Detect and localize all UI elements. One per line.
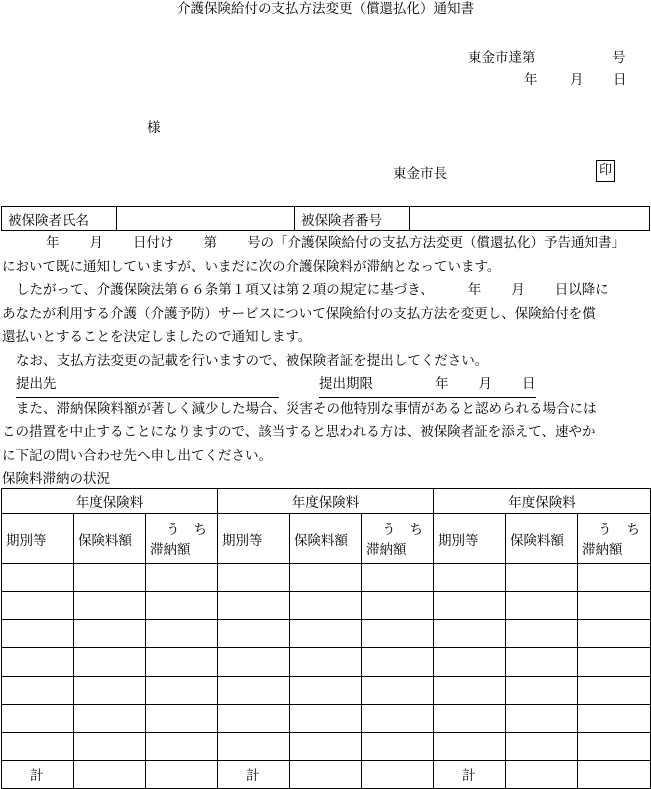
paragraph-4-line-1: また、滞納保険料額が著しく減少した場合、災害その他特別な事情があると認められる場合には [16, 400, 597, 417]
paragraph-2-line-3: 還払いとすることを決定しましたので通知します。 [2, 329, 312, 345]
table-cell[interactable] [290, 620, 362, 648]
fiscal-year-header-3: 年度保険料 [434, 489, 651, 514]
ref-go-text: 号の「介護保険給付の支払方法変更（償還払化）予告通知書」 [247, 235, 625, 251]
table-cell[interactable] [74, 648, 146, 676]
table-cell[interactable] [2, 648, 74, 676]
table-row [2, 592, 651, 620]
total-cell[interactable] [290, 760, 362, 788]
table-cell[interactable] [506, 732, 578, 760]
table-cell[interactable] [218, 564, 290, 592]
table-row [2, 620, 651, 648]
insured-name-field[interactable] [117, 207, 295, 231]
p2-day: 日以降に [554, 282, 609, 298]
table-cell[interactable] [2, 564, 74, 592]
table-cell[interactable] [218, 592, 290, 620]
submission-line [2, 373, 648, 398]
total-cell[interactable] [362, 760, 434, 788]
table-cell[interactable] [146, 564, 218, 592]
table-cell[interactable] [74, 732, 146, 760]
ref-no: 第 [203, 235, 217, 251]
total-label: 計 [218, 760, 290, 788]
period-header: 期別等 [2, 514, 74, 564]
column-header-row [2, 514, 651, 564]
document-title: 介護保険給付の支払方法変更（償還払化）通知書 [177, 1, 474, 17]
table-row [2, 704, 651, 732]
arrears-header: う ち 滞納額 [146, 514, 218, 564]
table-cell[interactable] [362, 564, 434, 592]
table-cell[interactable] [146, 620, 218, 648]
table-cell[interactable] [506, 620, 578, 648]
table-cell[interactable] [506, 676, 578, 704]
ref-month: 月 [89, 235, 103, 251]
table-cell[interactable] [290, 592, 362, 620]
table-cell[interactable] [506, 564, 578, 592]
table-cell[interactable] [74, 676, 146, 704]
table-cell[interactable] [434, 704, 506, 732]
issue-date-year: 年 [524, 72, 538, 88]
insured-info-table [1, 206, 650, 231]
table-cell[interactable] [434, 564, 506, 592]
table-cell[interactable] [146, 592, 218, 620]
document-number-suffix: 号 [612, 50, 626, 66]
notice-body [2, 232, 648, 468]
total-row [2, 760, 651, 788]
table-cell[interactable] [434, 676, 506, 704]
amount-header: 保険料額 [506, 514, 578, 564]
table-cell[interactable] [74, 564, 146, 592]
table-cell[interactable] [74, 620, 146, 648]
submit-to-label: 提出先 [16, 376, 57, 392]
table-cell[interactable] [290, 564, 362, 592]
arrears-status-table [1, 488, 651, 789]
table-cell[interactable] [146, 704, 218, 732]
table-cell[interactable] [362, 676, 434, 704]
fiscal-year-header-row [2, 489, 651, 514]
table-row [2, 648, 651, 676]
p2-text-a: したがって、介護保険法第６６条第１項又は第２項の規定に基づき、 [16, 282, 434, 298]
table-cell[interactable] [146, 648, 218, 676]
status-data-rows [2, 564, 651, 761]
table-cell[interactable] [578, 592, 651, 620]
amount-header: 保険料額 [290, 514, 362, 564]
table-cell[interactable] [362, 648, 434, 676]
p2-month: 月 [511, 282, 525, 298]
paragraph-1-line-1 [2, 232, 648, 256]
table-cell[interactable] [434, 648, 506, 676]
table-cell[interactable] [290, 732, 362, 760]
table-row [2, 732, 651, 760]
table-cell[interactable] [578, 676, 651, 704]
period-header: 期別等 [434, 514, 506, 564]
table-cell[interactable] [578, 704, 651, 732]
table-cell[interactable] [362, 732, 434, 760]
total-cell[interactable] [578, 760, 651, 788]
arrears-status-label: 保険料滞納の状況 [2, 471, 110, 487]
paragraph-2-line-1 [2, 279, 648, 303]
seal-stamp-box: 印 [596, 160, 615, 182]
paragraph-4-line-3: に下記の問い合わせ先へ申し出てください。 [2, 447, 272, 464]
table-cell[interactable] [362, 704, 434, 732]
total-cell[interactable] [506, 760, 578, 788]
table-cell[interactable] [218, 732, 290, 760]
issue-date-month: 月 [570, 72, 584, 88]
table-cell[interactable] [290, 648, 362, 676]
fiscal-year-header-2: 年度保険料 [218, 489, 434, 514]
ref-day: 日付け [133, 235, 174, 251]
insured-number-label: 被保険者番号 [295, 207, 410, 231]
insured-number-field[interactable] [410, 207, 650, 231]
table-cell[interactable] [578, 620, 651, 648]
table-cell[interactable] [74, 592, 146, 620]
table-cell[interactable] [578, 564, 651, 592]
total-label: 計 [2, 760, 74, 788]
document-number-prefix: 東金市達第 [468, 50, 536, 66]
table-cell[interactable] [362, 620, 434, 648]
table-cell[interactable] [506, 592, 578, 620]
table-cell[interactable] [578, 732, 651, 760]
deadline-label: 提出期限 [319, 376, 373, 392]
fiscal-year-header-1: 年度保険料 [2, 489, 218, 514]
table-cell[interactable] [290, 704, 362, 732]
addressee-suffix: 様 [147, 120, 161, 136]
table-row [2, 676, 651, 704]
table-cell[interactable] [218, 676, 290, 704]
table-cell[interactable] [506, 704, 578, 732]
issue-date-day: 日 [613, 72, 627, 88]
table-cell[interactable] [218, 648, 290, 676]
table-cell[interactable] [146, 676, 218, 704]
deadline-field[interactable] [319, 373, 536, 398]
table-cell[interactable] [218, 704, 290, 732]
table-cell[interactable] [74, 704, 146, 732]
paragraph-4-line-2: この措置を中止することになりますので、該当すると思われる方は、被保険者証を添えて、速やか [2, 424, 596, 440]
table-cell[interactable] [506, 648, 578, 676]
table-cell[interactable] [2, 676, 74, 704]
submit-to-field[interactable] [16, 373, 279, 398]
deadline-year: 年 [435, 376, 449, 392]
total-cell[interactable] [146, 760, 218, 788]
amount-header: 保険料額 [74, 514, 146, 564]
table-cell[interactable] [578, 648, 651, 676]
table-cell[interactable] [2, 704, 74, 732]
table-cell[interactable] [2, 592, 74, 620]
table-cell[interactable] [2, 732, 74, 760]
deadline-day: 日 [522, 376, 536, 392]
table-cell[interactable] [218, 620, 290, 648]
table-cell[interactable] [290, 676, 362, 704]
table-cell[interactable] [434, 732, 506, 760]
total-label: 計 [434, 760, 506, 788]
paragraph-3: なお、支払方法変更の記載を行いますので、被保険者証を提出してください。 [16, 352, 489, 369]
table-cell[interactable] [2, 620, 74, 648]
paragraph-1-line-2: において既に通知していますが、いまだに次の介護保険料が滞納となっています。 [2, 258, 501, 275]
insured-name-label: 被保険者氏名 [2, 207, 117, 231]
total-cell[interactable] [74, 760, 146, 788]
table-cell[interactable] [434, 592, 506, 620]
period-header: 期別等 [218, 514, 290, 564]
ref-year: 年 [46, 235, 60, 251]
arrears-header: う ち 滞納額 [362, 514, 434, 564]
table-cell[interactable] [434, 620, 506, 648]
table-cell[interactable] [362, 592, 434, 620]
paragraph-2-line-2: あなたが利用する介護（介護予防）サービスについて保険給付の支払方法を変更し、保険給付を償 [2, 305, 596, 322]
table-row [2, 564, 651, 592]
table-cell[interactable] [146, 732, 218, 760]
deadline-month: 月 [478, 376, 492, 392]
issuer-name: 東金市長 [393, 166, 447, 182]
arrears-header: う ち 滞納額 [578, 514, 651, 564]
p2-year: 年 [467, 282, 482, 298]
